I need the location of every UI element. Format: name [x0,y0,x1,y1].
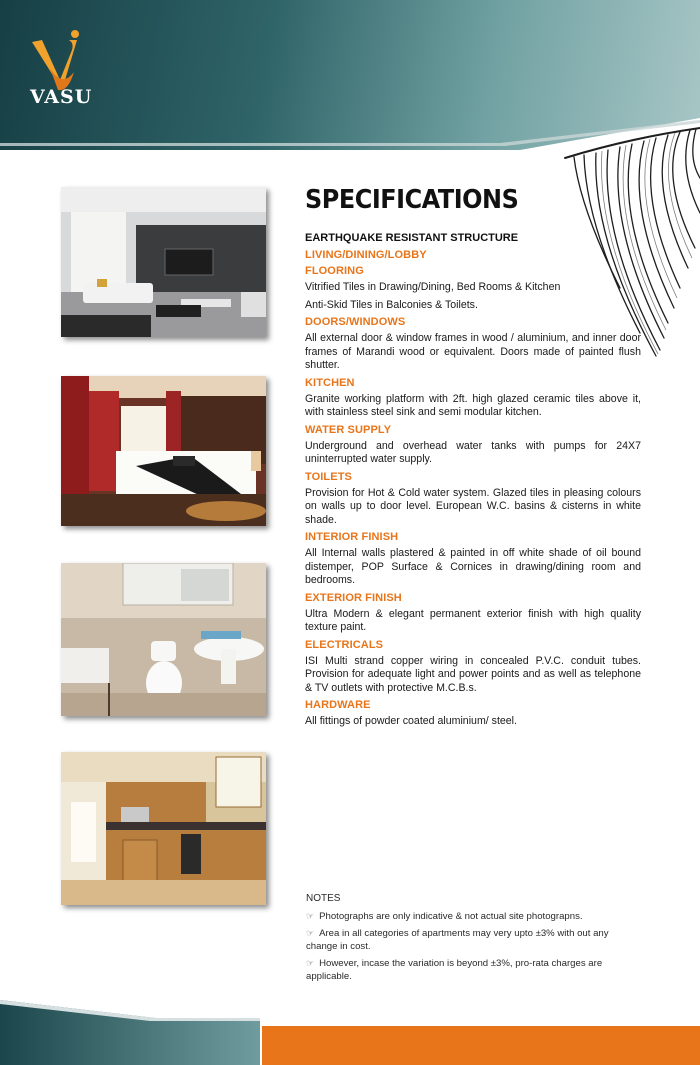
living-room-photo [61,187,266,337]
section-text-toilets: Provision for Hot & Cold water system. Glazed tiles in pleasing colours on walls up to door level. European W.C. basins & cisterns in white shade. [305,486,641,526]
note-item [306,910,636,923]
section-text-water-supply: Underground and overhead water tanks with pumps for 24X7 uninterrupted water supply. [305,439,641,465]
section-text-kitchen: Granite working platform with 2ft. high glazed ceramic tiles above it, with stainless steel sink and semi modular kitchen. [305,392,641,418]
section-text-flooring-1: Vitrified Tiles in Drawing/Dining, Bed Rooms & Kitchen [305,281,561,293]
section-heading-living: LIVING/DINING/LOBBY [305,249,427,261]
note-item [306,957,636,983]
section-heading-electricals: ELECTRICALS [305,638,384,651]
lead-statement: EARTHQUAKE RESISTANT STRUCTURE [305,232,519,244]
pointing-hand-icon: ☞ [306,911,315,921]
page-title: SPECIFICATIONS [305,185,519,215]
note-text: However, incase the variation is beyond ±3%, pro-rata charges are applicable. [306,958,603,982]
note-text: Area in all categories of apartments may very upto ±3% with out any change in cost. [306,928,609,952]
pointing-hand-icon: ☞ [306,958,315,968]
section-heading-exterior-finish: EXTERIOR FINISH [305,591,402,604]
section-heading-doors-windows: DOORS/WINDOWS [305,316,406,328]
section-heading-toilets: TOILETS [305,470,352,483]
specifications-panel [305,185,641,733]
bathroom-photo [61,563,266,716]
section-text-hardware: All fittings of powder coated aluminium/ steel. [305,715,517,727]
pointing-hand-icon: ☞ [306,928,315,938]
section-heading-flooring: FLOORING [305,265,364,277]
section-heading-kitchen: KITCHEN [305,376,355,389]
brand-name: VASU [30,86,93,108]
footer-band [0,1000,700,1065]
section-text-flooring-2: Anti-Skid Tiles in Balconies & Toilets. [305,298,478,311]
notes-panel [306,893,636,987]
section-heading-interior-finish: INTERIOR FINISH [305,531,399,543]
note-item [306,927,636,953]
section-text-doors-windows: All external door & window frames in wood / aluminium, and inner door frames of Marandi wood or equivalent. Doors made of painted flush shutter. [305,332,641,371]
section-heading-hardware: HARDWARE [305,699,371,711]
section-text-interior-finish: All Internal walls plastered & painted in off white shade of oil bound distemper, POP Surface & Cornices in drawing/dining room and bedrooms. [305,547,641,586]
section-heading-water-supply: WATER SUPPLY [305,423,392,436]
bedroom-photo [61,376,266,526]
kitchen-photo [61,752,266,905]
section-text-electricals: ISI Multi strand copper wiring in concealed P.V.C. conduit tubes. Provision for adequate light and power points and as well as telephone & TV outlets with protective M.C.B.s. [305,654,641,694]
section-text-exterior-finish: Ultra Modern & elegant permanent exterior finish with high quality texture paint. [305,607,641,633]
note-text: Photographs are only indicative & not actual site photograpns. [319,911,583,922]
notes-title: NOTES [306,893,341,904]
